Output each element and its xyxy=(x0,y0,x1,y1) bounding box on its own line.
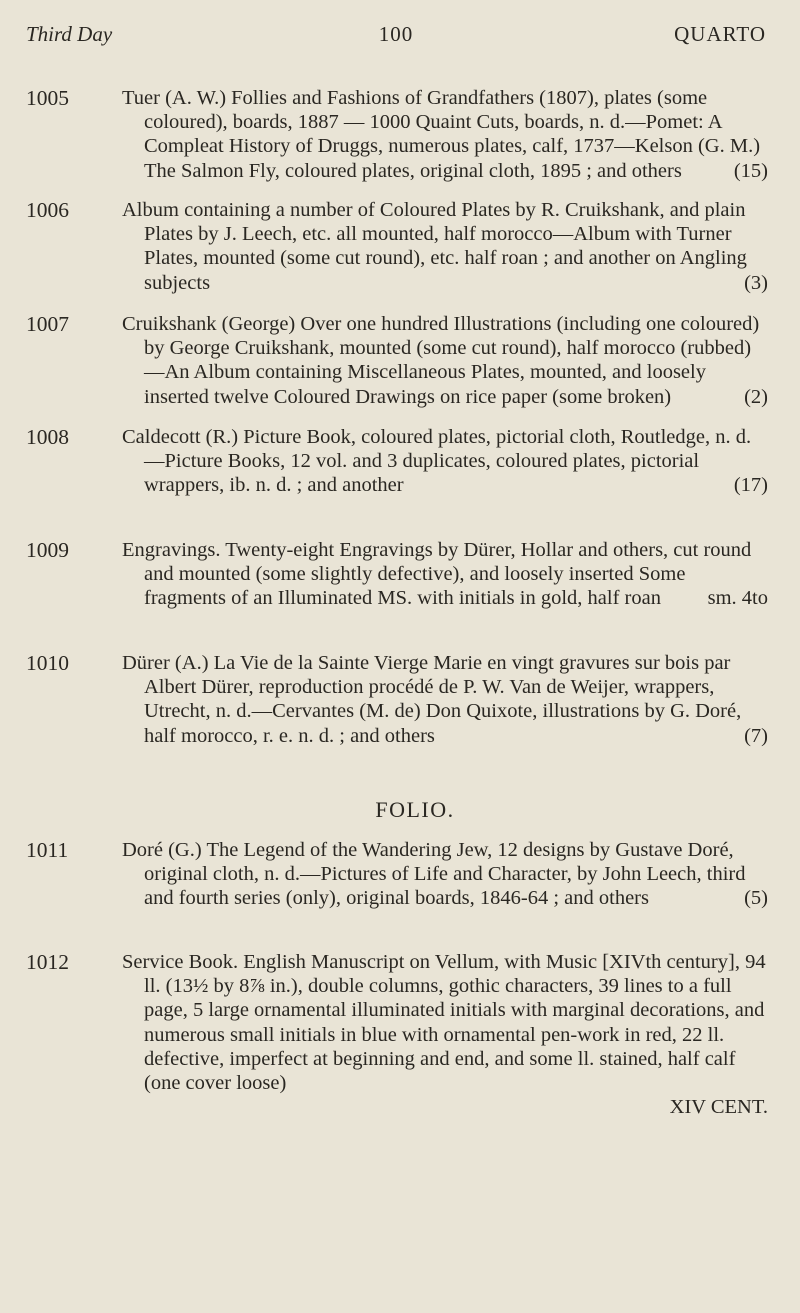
lot-number: 1010 xyxy=(26,651,69,675)
page-header xyxy=(26,22,766,52)
lot-entry-1010 xyxy=(26,651,768,748)
lot-description xyxy=(122,538,768,611)
lot-description xyxy=(122,198,768,295)
lot-description xyxy=(122,838,768,911)
lot-entry-1006 xyxy=(26,198,768,295)
lot-number: 1008 xyxy=(26,425,69,449)
lot-entry-1008 xyxy=(26,425,768,498)
lot-number: 1012 xyxy=(26,950,69,974)
page-number: 100 xyxy=(378,22,414,46)
lot-text: Cruikshank (George) Over one hundred Illustrations (including one coloured) by George Cruikshank, mounted (some cut round), half morocco (rubbed)—An Album containing Miscellaneous Plates, mounted, and loosely inserted twelve Coloured Drawings on rice paper (some broken) xyxy=(122,313,760,408)
lot-text: Doré (G.) The Legend of the Wandering Jew, 12 designs by Gustave Doré, original cloth, n. d.—Pictures of Life and Character, by John Leech, third and fourth series (only), original boards, 1846-64 ; and others xyxy=(122,839,746,910)
lot-text: Tuer (A. W.) Follies and Fashions of Grandfathers (1807), plates (some coloured), boards, 1887 — 1000 Quaint Cuts, boards, n. d.—Pomet: A Compleat History of Druggs, numerous plates, calf, 1737—Kelson (G. M.) The Salmon Fly, coloured plates, original cloth, 1895 ; and others xyxy=(122,87,761,182)
lot-quantity: sm. 4to xyxy=(707,587,768,610)
header-day: Third Day xyxy=(26,22,113,46)
lot-text: Album containing a number of Coloured Plates by R. Cruikshank, and plain Plates by J. Leech, etc. all mounted, half morocco—Album with Turner Plates, mounted (some cut round), etc. half roan ; and another on Angling subjects xyxy=(122,199,747,294)
lot-text: Caldecott (R.) Picture Book, coloured plates, pictorial cloth, Routledge, n. d.—Picture Books, 12 vol. and 3 duplicates, coloured plates, pictorial wrappers, ib. n. d. ; and another xyxy=(122,426,752,497)
lot-entry-1011 xyxy=(26,838,768,911)
lot-description xyxy=(122,86,768,183)
lot-description xyxy=(122,425,768,498)
lot-text: Service Book. English Manuscript on Vellum, with Music [XIVth century], 94 ll. (13½ by 8⅞ in.), double columns, gothic characters, 39 lines to a full page, 5 large ornamental illuminated initials with marginal decorations, and numerous small initials in blue with ornamental pen-work in red, 22 ll. defective, imperfect at beginning and end, and some ll. stained, half calf (one cover loose) xyxy=(122,951,766,1095)
lot-description xyxy=(122,950,768,1119)
lot-number: 1005 xyxy=(26,86,69,110)
lot-entry-1009 xyxy=(26,538,768,611)
section-heading: FOLIO. xyxy=(375,797,455,822)
lot-quantity: (17) xyxy=(733,474,768,497)
lot-number: 1011 xyxy=(26,838,69,862)
header-format: QUARTO xyxy=(674,22,766,46)
lot-period: XIV CENT. xyxy=(669,1096,768,1119)
lot-description xyxy=(122,312,768,409)
lot-quantity: (7) xyxy=(744,724,768,747)
lot-entry-1007 xyxy=(26,312,768,409)
lot-text: Engravings. Twenty-eight Engravings by Dürer, Hollar and others, cut round and mounted (some slightly defective), and loosely inserted Some fragments of an Illuminated MS. with initials in gold, half roan xyxy=(122,539,752,610)
lot-entry-1012 xyxy=(26,950,768,1119)
lot-entry-1005 xyxy=(26,86,768,183)
lot-quantity: (15) xyxy=(733,159,768,182)
lot-text: Dürer (A.) La Vie de la Sainte Vierge Marie en vingt gravures sur bois par Albert Dürer, reproduction procédé de P. W. Van de Weijer, wrappers, Utrecht, n. d.—Cervantes (M. de) Don Quixote, illustrations by G. Doré, half morocco, r. e. n. d. ; and others xyxy=(122,652,742,747)
lot-quantity: (2) xyxy=(744,385,768,408)
lot-quantity: (5) xyxy=(744,887,768,910)
lot-quantity: (3) xyxy=(744,271,768,294)
lot-number: 1006 xyxy=(26,198,69,222)
lot-number: 1009 xyxy=(26,538,69,562)
lot-description xyxy=(122,651,768,748)
lot-number: 1007 xyxy=(26,312,69,336)
